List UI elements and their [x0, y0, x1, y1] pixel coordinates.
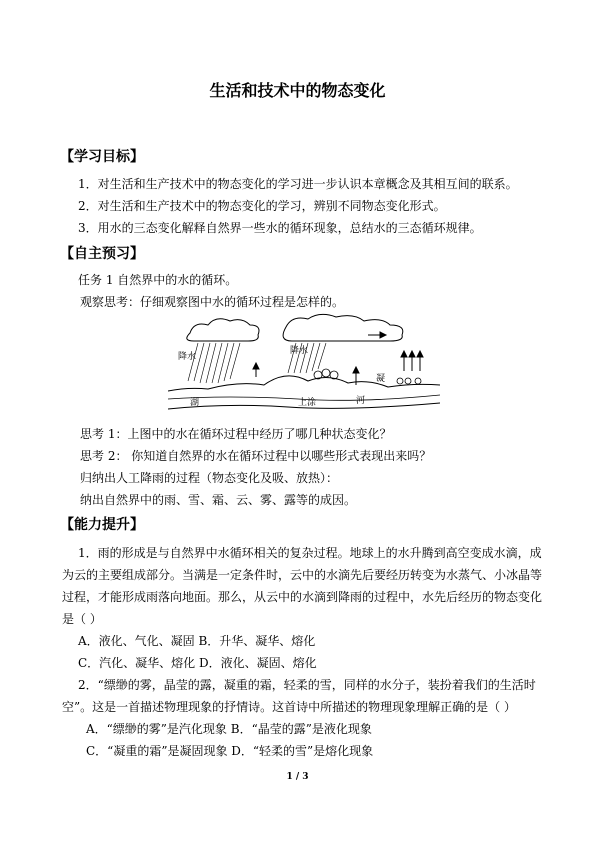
task-1: 任务 1 自然界中的水的循环。 [78, 273, 238, 287]
label-river: 河 [356, 396, 366, 406]
goal-item-2: 2．对生活和生产技术中的物态变化的学习，辨别不同物态变化形式。 [78, 199, 446, 213]
improve-heading: 【能力提升】 [60, 517, 144, 533]
q2-line-1: 2．“缥缈的雾，晶莹的露，凝重的霜，轻柔的雪，同样的水分子，装扮着我们的生活时 [78, 678, 536, 692]
goal-item-1: 1．对生活和生产技术中的物态变化的学习进一步认识本章概念及其相互间的联系。 [78, 177, 518, 191]
cloud-right [283, 314, 403, 341]
label-snow: 降水 [178, 352, 197, 362]
label-condense: 凝 [376, 374, 386, 384]
label-rain: 降水 [290, 346, 309, 356]
water-cycle-figure [168, 311, 440, 419]
q1-option-ab: A．液化、气化、凝固 B．升华、凝华、熔化 [78, 634, 316, 648]
page-number: 1 / 3 [286, 772, 309, 782]
q1-line-4: 是（ ） [62, 612, 102, 626]
rain-left [188, 343, 240, 383]
cloud-left [187, 319, 259, 341]
q1-option-cd: C．汽化、凝华、熔化 D．液化、凝固、熔化 [78, 656, 317, 670]
q2-line-2: 空”。这是一首描述物理现象的抒情诗。这首诗中所描述的物理现象理解正确的是（ ） [62, 700, 516, 714]
label-lake: 湖 [190, 398, 200, 408]
q2-option-cd: C．“凝重的霜”是凝固现象 D．“轻柔的雪”是熔化现象 [86, 744, 374, 758]
think-2: 思考 2： 你知道自然界的水在循环过程中以哪些形式表现出来吗？ [80, 449, 432, 463]
summary-1: 归纳出人工降雨的过程（物态变化及吸、放热）： [80, 471, 339, 485]
preview-heading: 【自主预习】 [60, 246, 144, 262]
summary-2: 纳出自然界中的雨、雪、霜、云、雾、露等的成因。 [80, 493, 357, 507]
q1-line-2: 为云的主要组成部分。当满是一定条件时，云中的水滴先后要经历转变为水蒸气、小冰晶等 [62, 568, 543, 582]
q2-option-ab: A．“缥缈的雾”是汽化现象 B．“晶莹的露”是液化现象 [86, 722, 372, 736]
q1-line-3: 过程，才能形成雨落向地面。那么，从云中的水滴到降雨的过程中，水先后经历的物态变化 [62, 590, 543, 604]
page-title: 生活和技术中的物态变化 [209, 81, 386, 100]
q1-line-1: 1．雨的形成是与自然界中水循环相关的复杂过程。地球上的水升腾到高空变成水滴，成 [78, 546, 542, 560]
goal-item-3: 3．用水的三态变化解释自然界一些水的循环现象，总结水的三态循环规律。 [78, 221, 482, 235]
label-upstream: 上涂 [298, 398, 317, 408]
observe-text: 观察思考：仔细观察图中水的循环过程是怎样的。 [80, 295, 345, 309]
think-1: 思考 1：上图中的水在循环过程中经历了哪几种状态变化？ [80, 427, 392, 441]
goals-heading: 【学习目标】 [60, 149, 144, 165]
